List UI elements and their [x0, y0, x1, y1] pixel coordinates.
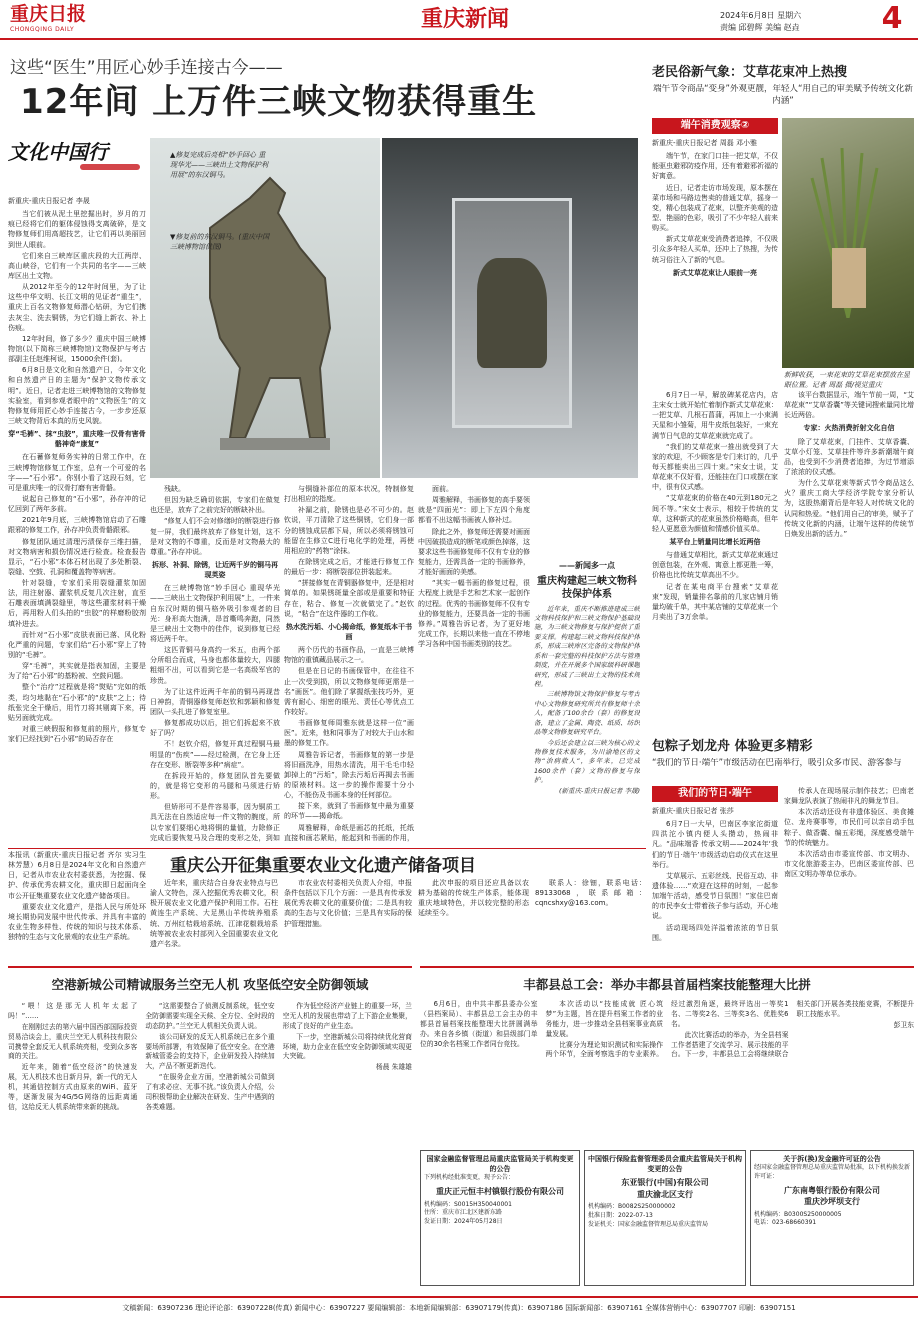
- notice-title: 关于拆(换)发金融许可证的公告: [783, 1155, 881, 1163]
- lead-paragraph: “拼接修复在青铜器修复中，还是相对简单的。如果锈斑量全部或是重要和特征存在，粘合、修复一次就做完了。”赵钦说，“粘合”在这件器的工作收。: [284, 579, 414, 618]
- duanwu-headline: 老民俗新气象：艾草花束冲上热搜: [652, 65, 848, 80]
- artemisia-bundle-illustration: [782, 118, 914, 318]
- duanwu-paragraph: 6月7日一早，解放碑某花店内，店主宋女士就开始忙着制作新式艾草花束：一把艾草、几根石菖蒲，再加上一小束满天星和小雏菊，用牛皮纸包装好，一束充满节日气息的艾草花束就完成了。: [652, 391, 778, 440]
- zongzi-paragraph: 传承人在现场展示制作技艺；巴南老家舞龙队表演了热闹非凡的舞龙节目。: [784, 787, 914, 806]
- duanwu-subhead-1: 新式艾草花束让人眼前一亮: [673, 268, 757, 277]
- agri-paragraph: 此次申报的项目还应具备以农耕为基础的传统生产体系，能体现重庆地域特色，并以较完整的形态延续至今。: [418, 879, 529, 918]
- lead-paragraph: 接下来，就到了书画修复中最为重要的环节——揭命纸。: [284, 802, 414, 821]
- notice-title: 国家金融监督管理总局重庆监管局关于机构变更的公告: [426, 1155, 574, 1174]
- duanwu-paragraph: “我们的艾草花束一推出就受到了大家的欢迎，不少顾客是专门来订的，几乎每天都能卖出三四十束。”宋女士说，艾草花束不仅好看，还能挂在门口或摆在家中，很有仪式感。: [652, 442, 778, 492]
- agri-column-2: [150, 878, 412, 958]
- notice-company: 重庆渝北区支行: [637, 1189, 693, 1199]
- bronze-horse-photo-after: [150, 138, 380, 478]
- brush-stroke-decoration: [80, 164, 140, 170]
- lead-paragraph: 与铜缝补部位的原本状况，特制修复打出相应的指度。: [284, 485, 414, 504]
- lead-paragraph: 在三峡博物馆“妙手回心 重现华光——三峡出土文物保护利用展”上，一件来自东汉时期的铜马格外吸引参观者的目光：身形高大饱满，昂首嘶鸣奔跑，同然是三峡出土文物中的佳作，说到修复已经将近两千年。: [150, 584, 280, 643]
- lead-paragraph: 说起自己修复的“石小邪”，孙存冲的记忆回到了两年多前。: [8, 494, 146, 514]
- notice-ad-1: [420, 1150, 580, 1286]
- lead-paragraph: 在拆段开始的，修复团队首先要做的，就是将它变形的马腿和马须进行矫形。: [150, 771, 280, 801]
- drone-body: [8, 1002, 412, 1264]
- notice-ad-2: [584, 1150, 746, 1286]
- archive-paragraph: 比赛分为理论知识测试和实际操作两个环节，全面考察选手的专业素养。经过激烈角逐，最终评选出一等奖1名、二等奖2名、三等奖3名、优胜奖6名。: [545, 1000, 789, 1059]
- zongzi-paragraph: 6月7日一大早，巴南区李家沱街道四洪沱小镇内便人头攒动，热闹非凡。“品味端香 传承文明——2024年‘我们的节日·端午’市级活动启动仪式在这里举行。: [652, 820, 778, 869]
- masthead: [0, 0, 918, 40]
- page-number: 4: [881, 2, 903, 36]
- archive-box: [420, 966, 914, 1144]
- agri-column-3: [418, 878, 646, 958]
- duanwu-deck: 端午节令商品“变身”外观更靓，年轻人“用自己的审美赋予传统文化新内涵”: [653, 84, 913, 106]
- lead-paragraph: 而针对“石小邪”皮肤表面已落、风化粉化严重的问题，专家们给“石小邪”穿上了特别的“毛裤”。: [8, 630, 146, 660]
- bronze-horse-illustration: [150, 138, 380, 478]
- lead-paragraph: 6月8日是文化和自然遗产日，今年文化和自然遗产日的主题为“保护文物传承文明”。近日，记者走进三峡博物馆的文物修复实验室，看到参观者眼中的“文物医生”的文物修复师用匠心妙手连接古今，一步步还原三峡文物背后本真的历史风貌。: [8, 366, 146, 425]
- photo1-caption: ▲修复完成后亮相“妙手回心 重现华光——三峡出土文物保护利用展”的东汉铜马。: [170, 151, 268, 180]
- lead-column-3: [284, 484, 414, 842]
- lead-paragraph: 两个历代的书画作品，一直是三峡博物馆的重镇藏品展示之一。: [284, 646, 414, 665]
- notice-line: 批准日期：2022-07-13: [588, 1212, 653, 1220]
- lead-paragraph: 但是在日记的书画保管中，在往往不止一次受到损，所以文物修复师更需是一名“画医”。他们除了掌握纸张技巧外，更需有耐心、细密的眼光、责任心等优点工作较好。: [284, 667, 414, 716]
- section-divider: [8, 848, 646, 849]
- duanwu-paragraph: “艾草花束的价格在40元到180元之间不等。”宋女士表示，相较于传统的艾草，这种新式的花束虽然价格略高，但年轻人更愿意为颜值和情感价值买单。: [652, 494, 778, 533]
- drone-paragraph: 下一步，空港新城公司将持续优化营商环境，助力企业在低空安全防御领域实现更大突破。: [282, 1032, 412, 1061]
- section-title: 重庆新闻: [420, 6, 509, 32]
- page-editors: 责编 邱碧辉 美编 赵垚: [720, 23, 800, 32]
- logo-en: CHONGQING DAILY: [10, 26, 75, 33]
- duanwu-byline: 新重庆-重庆日报记者 周磊 邓小雅: [652, 139, 757, 147]
- lead-paragraph: 除此之外，修复师还需要对画面中因破损造成的断笔或颜色掉落，这要求这些书画修复师不仅有专业的修复能力，还需具备一定的书画修养，才能好画面的美感。: [418, 527, 530, 577]
- agri-headline: 重庆公开征集重要农业文化遗产储备项目: [170, 856, 476, 876]
- lead-paragraph: 整个“治疗”过程就是将“熨贴”完如的纸类，均匀地黏在“石小邪”的“皮肤”之上；待纸张完全干燥后，用竹刀将其剔离下来，再贴另面就完成。: [8, 683, 146, 722]
- archive-paragraph: 此次比赛活动的举办，为全县档案工作者搭建了交流学习、展示技能的平台。下一步，丰都县总工会将继续联合相关部门开展各类技能竞赛，不断提升职工技能水平。: [671, 1000, 914, 1059]
- issue-date: 2024年6月8日 星期六: [720, 11, 802, 20]
- zongzi-banner: [652, 786, 778, 802]
- archive-headline: 丰都县总工会：举办丰都县首届档案技能整理大比拼: [523, 977, 811, 992]
- lead-paragraph: 从2012年至今的12年时间里，为了让这些中华文明、长江文明的见证者“重生”，重庆上百名文物修复师潜心钻研，为它们携去灰尘、洗去铜锈，为它们缝上新衣、补上伤痕。: [8, 283, 146, 332]
- lead-paragraph: “其实一幅书画的修复过程，很大程度上就是手艺和艺术家一起创作的过程。优秀的书画修复师不仅有专业的修复能力，还要具备一定的书画修养。”周雅告诉记者，为了更好地完成工作，长期以来他一直在不停地学习各种中国书画类别的技艺。: [418, 579, 530, 649]
- lead-paragraph: 在石蓄修复师务实神的日常工作中，在三峡博物馆修复工作室，总有一个可爱的名字——“石小邪”。你别小看了这段石刻，它可是重庆唯一的汉骨打磨有害骨骼。: [8, 453, 146, 492]
- lead-paragraph: 周雅解释，书画修复的高手要领就是“四面光”：即上下左四个角度都看不出这幅书画被人修补过。: [418, 496, 530, 525]
- artemisia-photo-caption: 新鲜收获，一束花束的艾草花束摆放在显眼位置。记者 周磊 摄/视觉重庆: [784, 371, 910, 390]
- lead-paragraph: 补漏之前，除锈也是必不可少的。赵钦说，平刀清除了这些铜锈，它们身一部分的锈蚀成层都下局，所以必须将锈蚀可能留在生修立C进行电化学的处理，再使用相应的“药物”涂抹。: [284, 506, 414, 555]
- zongzi-byline: 新重庆-重庆日报记者 张莎: [652, 807, 734, 815]
- drone-paragraph: “喂！这是那无人机年太起了吗！”……: [8, 1002, 138, 1020]
- lead-paragraph: 在除锈完成之后，才能进行修复工作的最后一步：将断裂部位拼装起来。: [284, 557, 414, 577]
- zongzi-paragraph: 活动现场四处洋溢着浓浓的节日氛围。: [652, 923, 778, 942]
- lead-paragraph: 面前。: [432, 485, 453, 493]
- logo-text: 重庆日报: [10, 3, 87, 25]
- duanwu-subhead-2: 某平台上销量同比增长近两倍: [669, 537, 761, 546]
- agri-paragraph: 联系人：徐钿，联系电话：89133068，联系邮箱：cqncshxy@163.com。: [535, 879, 646, 908]
- notice-line: 下列机构经批准变更，现予公告：: [424, 1174, 515, 1182]
- agri-byline-column: [8, 850, 146, 958]
- sidebar-box: [534, 560, 640, 842]
- sidebar-signature: (新重庆-重庆日报记者 李晟): [559, 786, 640, 795]
- agri-byline: 本报讯（新重庆-重庆日报记者 齐尔 实习生 林芳慧）6月8日是2024年文化和自然遗产日，记者从市农业农村委获悉，为挖掘、保护、传承优秀农耕文化，重庆即日起面向全市公开征集重要农业文化遗产储备项目。: [8, 851, 146, 900]
- duanwu-paragraph: 记者在某电商平台搜索“艾草花束”发现，销量排名靠前的几家店铺月销量均破千单，其中某店铺的艾草花束一个月卖出了3万余单。: [652, 582, 778, 621]
- notice-title: 中国银行保险监督管理委员会重庆监管局关于机构变更的公告: [588, 1155, 742, 1174]
- lead-headline: 12年间 上万件三峡文物获得重生: [20, 82, 538, 122]
- lead-byline: 新重庆-重庆日报记者 李晟: [8, 197, 90, 205]
- museum-exhibit-photo: [382, 138, 638, 478]
- lead-paragraph: 它们来自三峡库区重庆段的大江两岸、高山峡谷，它们有一个共同的名字——三峡库区出土文物。: [8, 251, 146, 280]
- page-footer: [0, 1296, 918, 1320]
- lead-paragraph: 但矫形可不是件容易事，因为铜质工具无法在自然适应每一件文物的腕度，所以专家们要细心地将铜的量值，力除修正完成后要恢复马及合理的变形之处，到如: [150, 803, 280, 842]
- column-logo: [8, 138, 148, 182]
- notice-company: 重庆正元恒丰村镇银行股份有限公司: [436, 1186, 564, 1196]
- duanwu-paragraph: 与普通艾草相比，新式艾草花束通过创意包装，在外观、寓意上都更胜一筹，价格也比传统艾草高出不少。: [652, 551, 778, 580]
- photo2-caption: ▼修复前的东汉铜马。(重庆中国三峡博物馆供图): [170, 233, 270, 252]
- lead-paragraph: 周雅解释，命纸是画芯的托纸，托纸直接和画芯紧贴，能起到和书画的作用，: [284, 823, 414, 842]
- lead-paragraph: 但因为缺乏确切依据，专家们在做复也还是，放弃了之前完好的断缺补出。: [150, 496, 280, 515]
- notice-line: 发证机关：国家金融监督管理总局重庆监管局: [588, 1220, 709, 1228]
- zongzi-column-2: [784, 786, 914, 954]
- lead-subhead-2: 拆形、补洞、除锈，让近两千岁的铜马再现英姿: [152, 560, 278, 580]
- sidebar-paragraph: 三峡博物馆文物保护修复与考古中心文物修复研究所共有修复师十余人，配备了100余台（套）的修复设备，建立了金属、陶瓷、纸质、纺织品等文物修复研究平台。: [534, 690, 640, 737]
- agri-paragraph: 市农业农村委相关负责人介绍，申报条件包括以下几个方面：一是具有传承发展优秀农耕文化的重要价值；二是具有较高的生态与文化价值；三是具有实际的保护管理措施。: [284, 879, 412, 928]
- lead-paragraph: 为了让这件近两千年前的铜马再现昔日神韵，青铜器修复师赵钦和郭颖和修复团队一头扎进了修复室里。: [150, 687, 280, 716]
- lead-paragraph: 12年时间，修了多少？重庆中国三峡博物馆(以下简称三峡博物馆)文物保护与考古部副主任赵维柯说，15000余件(套)。: [8, 334, 146, 364]
- duanwu-paragraph: 该平台数据显示，端午节前一周，“艾草花束”“艾草香囊”等关键词搜索量同比增长近两倍。: [784, 391, 914, 420]
- sidebar-kicker: ——新闻多一点: [559, 561, 615, 570]
- notice-line: 机构编码：B0300S250000005: [754, 1210, 842, 1218]
- lead-paragraph: 书画修复师周雅东就是这样一位“画医”。近来，他和同事为了对较大于山水和墨的修复工作。: [284, 719, 414, 748]
- duanwu-column-3: [784, 390, 914, 718]
- notice-line: 发证日期：2024年05月28日: [424, 1217, 503, 1225]
- drone-headline: 空港新城公司精诚服务兰空无人机 攻坚低空安全防御领域: [51, 977, 369, 992]
- sidebar-paragraph: 近年来，重庆不断推进建成三峡文物科技保护和三峡文物保护基础设施，为三峡文物修复与保护提供了重要支撑。构建起三峡文物科技保护体系，形成三峡库区完备的文物保护体系和一套完整的科技保护方法与管理制度，并在开展多个国家级科研课题研究，形成了三峡出土文物的技术规程。: [534, 604, 640, 688]
- agri-paragraph: 近年来，重庆结合自身农业特点与巴渝人文特色，深入挖掘优秀农耕文化，积极开展农业文化遗产保护利用工作。石柱黄连生产系统、大足黑山羊传统养殖系统、万州红桔栽培系统、江津花椒栽培系统等被农业农村部列入全国重要农业文化遗产名录。: [150, 879, 278, 948]
- zongzi-deck: “我们的节日·端午”市级活动在巴南举行，吸引众多市民、游客参与: [652, 758, 902, 768]
- duanwu-column-1: [652, 138, 778, 386]
- duanwu-paragraph: 新式艾草花束受消费者追捧，不仅吸引众多年轻人买单，还冲上了热搜，为传统习俗注入了新的气息。: [652, 235, 778, 264]
- lead-paragraph: 残缺。: [164, 485, 185, 493]
- lead-paragraph: 修复团队通过清理污渍保存三维扫描，对文物病害和损伤情况进行检查。检查报告显示，“石小邪”本体石材出现了多处断裂、裂缝、空鼓、孔洞和覆盖物等病害。: [8, 537, 146, 576]
- footer-contacts: 文稿新闻：63907236 理论评论部：63907228(传真) 新闻中心：63907227 要闻编辑部：本地新闻编辑部：63907179(传真)：63907186 国际新闻部：63907161 全媒体营销中心：63907707 印刷：63907151: [122, 1304, 796, 1312]
- notice-ad-3: [750, 1150, 914, 1286]
- lead-paragraph: 当它们被从泥土里挖掘出时，岁月的刀痕已经将它们的躯体侵蚀得支离破碎，是文物修复师们用高超技艺，让它们再以美丽回到世人眼前。: [8, 210, 146, 249]
- archive-paragraph: 6月6日，由中共丰都县委办公室（县档案局）、丰都县总工会主办的丰都县首届档案技能整理大比拼圆满举办。来自各乡镇（街道）和县级部门单位的30余名档案工作者同台竞技。: [420, 1000, 538, 1048]
- drone-signature: 杨晨 朱雄雄: [375, 1063, 412, 1072]
- duanwu-banner: [652, 118, 778, 134]
- zongzi-banner-label: 我们的节日·端午: [678, 788, 752, 799]
- duanwu-paragraph: 为什么艾草花束等新式节令商品这么火？重庆工商大学经济学院专家分析认为，这股热潮背后是年轻人对传统文化的认同和热爱。“他们用自己的审美，赋予了传统文化新的内涵，让端午这样的传统节日焕发出新的活力。”: [784, 479, 914, 538]
- duanwu-banner-label: 端午消费观察②: [680, 120, 750, 131]
- lead-column-4: [418, 484, 530, 842]
- lead-kicker: 这些“医生”用匠心妙手连接古今——: [10, 58, 283, 78]
- archive-paragraph: 本次活动以“技能成就 匠心筑梦”为主题，旨在提升档案工作者的业务能力，进一步推动全县档案事业高质量发展。: [545, 1000, 663, 1038]
- lead-paragraph: 对重三峡假报和修复前的照片，修复专家们已经找到“石小邪”的局否存在: [8, 725, 146, 744]
- notice-company: 广东南粤银行股份有限公司: [784, 1185, 880, 1195]
- duanwu-column-2: [652, 390, 778, 718]
- lead-paragraph: 修复都成功以后，担它们拆起来不放好了吗？: [150, 719, 280, 738]
- notice-line: 机构编码：B0082S250000002: [588, 1203, 676, 1211]
- agri-paragraph: 重要农业文化遗产，是指人民与所处环境长期协同发展中世代传承、并具有丰富的农业生物多样性、传统的知识与技术体系、独特的生态与文化景观的农业生产系统。: [8, 902, 146, 942]
- lead-column-2: [150, 484, 280, 842]
- lead-subhead-1: 穿“毛裤”、抹“虫胶”，重庆唯一汉骨有害骨骼神奇“康复”: [8, 430, 146, 449]
- zongzi-headline: 包粽子划龙舟 体验更多精彩: [652, 739, 813, 754]
- lead-paragraph: 周雅告诉记者，书画修复的第一步是将旧画洗净，用热水清洗，用干毛毛巾轻卸掉上的“污垢”，除去污垢后再揭去书画的原裱材料。这一步的操作需要十分小心，不能伤及书画本身的任何部位。: [284, 750, 414, 800]
- lead-subhead-3: 热水洗污垢、小心揭命纸，修复纸本干书画: [286, 622, 412, 641]
- drone-paragraph: 在刚刚过去的第六届中国西部国际投资贸易洽谈会上，重庆兰空无人机科技有限公司携带全套反无人机系统亮相，受到众多客商的关注。: [8, 1022, 138, 1061]
- notice-line: 住所：重庆市江北区建新东路: [424, 1209, 503, 1217]
- zongzi-paragraph: 艾草展示、五彩丝线、民俗互动、非遗体验……“欢迎在这样的时刻，一起参加端午活动，感受节日氛围！”家住巴南的市民李女士带着孩子参与活动，开心地说。: [652, 871, 778, 921]
- duanwu-subhead-3: 专家：火热消费折射文化自信: [803, 424, 895, 433]
- lead-paragraph: “修复人们不会对修缮时的断裂进行修复一屏，我们最终放弃了修复计划，这不是对文物的不尊重，反而是对文物最大的尊重。”孙存冲说。: [150, 517, 280, 556]
- drone-paragraph: 该公司研发的反无人机系统已在多个重要场所部署，有效保障了低空安全。在空港新城管委会的支持下，企业研发投入持续加大，产品不断更新迭代。: [145, 1032, 275, 1071]
- sidebar-title: 重庆构建起三峡文物科技保护体系: [537, 575, 637, 600]
- notice-line: 经国家金融监督管理总局重庆监管局批准，以下机构换发新许可证：: [754, 1164, 911, 1180]
- lead-paragraph: 针对裂缝，专家们采用裂缝灌浆加固法，用注射器、灌浆机反复几次注射，直至石雕表面填满裂缝里，等这些灌浆材料干燥后，再用粉人们头拍的“虫胶”的样磨粉胶剂填补进去。: [8, 579, 146, 628]
- drone-paragraph: “这需要整合了侦测反制系统，低空安全防御需要实现全天候、全方位、全时段的动态防护。”兰空无人机相关负责人说。: [145, 1002, 275, 1030]
- archive-body: [420, 1000, 914, 1136]
- sidebar-paragraph: 今后还会建立以三峡为核心的文物修复技术服务，为川渝地区的文物“治病救人”，多年来，已完成1600余件（套）文物的修复与保护。: [534, 738, 640, 785]
- zongzi-paragraph: 本次活动还设有非遗体验区、美食摊位、龙舟赛事等，市民们可以亲自动手包粽子、做香囊、编五彩绳，深度感受端午节的传统魅力。: [784, 808, 914, 847]
- exhibit-horse-silhouette: [477, 258, 547, 368]
- lead-paragraph: 穿“毛裤”，其实就是指表加固，主要是为了给“石小邪”的基粉被、空鼓问题。: [8, 662, 146, 681]
- notice-company: 东亚银行(中国)有限公司: [621, 1178, 709, 1188]
- duanwu-paragraph: 端午节，在家门口挂一把艾草，不仅能驱虫避邪防疫作用，还有着避邪祈福的好寓意。: [652, 152, 778, 181]
- duanwu-paragraph: 近日，记者走访市场发现，原本摆在菜市场和马路边售卖的普通艾草，摇身一变，精心包装成了花束，以整齐美观的造型、艳丽的色彩，吸引了不少年轻人前来购买。: [652, 183, 778, 233]
- duanwu-paragraph: 除了艾草花束，门挂件、艾草香囊、艾草小灯笼、艾草挂件等许多新潮端午商品，也受到不少消费者追捧，为过节增添了浓浓的仪式感。: [784, 437, 914, 476]
- notice-line: 机构编码：S0015H350040001: [424, 1200, 512, 1208]
- drone-paragraph: 作为低空经济产业链上的重要一环，兰空无人机的发展也带动了上下游企业集聚，形成了良好的产业生态。: [282, 1002, 412, 1030]
- archive-signature: 彭卫东: [893, 1020, 914, 1029]
- drone-paragraph: “在服务企业方面，空港新城公司做到了有求必应、无事不扰。”该负责人介绍，公司积极帮助企业解决在研发、生产中遇到的各类难题。: [145, 1073, 275, 1111]
- artemisia-bouquet-photo: [782, 118, 914, 368]
- zongzi-paragraph: 本次活动由市委宣传部、市文明办、市文化旅游委主办，巴南区委宣传部、巴南区文明办等单位承办。: [784, 849, 914, 879]
- notice-line: 电话：023-68660391: [754, 1219, 817, 1227]
- lead-paragraph: 不！赵钦介绍，修复开真过程铜马最明显的“伤疾”——经过检测，在它身上还存在变形、断裂等多种“病症”。: [150, 740, 280, 769]
- notice-company: 重庆沙坪坝支行: [804, 1197, 860, 1207]
- column-logo-text: 文化中国行: [8, 140, 108, 164]
- drone-paragraph: 近年来，随着“低空经济”的快速发展，无人机技术也日新月异，新一代的无人机，其通信控制方式由原来的WiFi、蓝牙等，逐渐发展为4G/5G网络的远距离通信，这给反无人机系统带来新的挑战。: [8, 1063, 138, 1111]
- lead-paragraph: 这匹青铜马身高约一米五，由两个部分所组合而成，马身也都体量较大，四腿粗细不出，可以看到它是一名高级军官的珍贵。: [150, 646, 280, 685]
- zongzi-column-1: [652, 806, 778, 954]
- drone-box: [8, 966, 412, 1282]
- lead-paragraph: 2021年9月底，三峡博物馆启动了石雕跟邪的修复工作，孙存冲负责骨骼跟邪。: [8, 516, 146, 535]
- logo: [10, 2, 90, 36]
